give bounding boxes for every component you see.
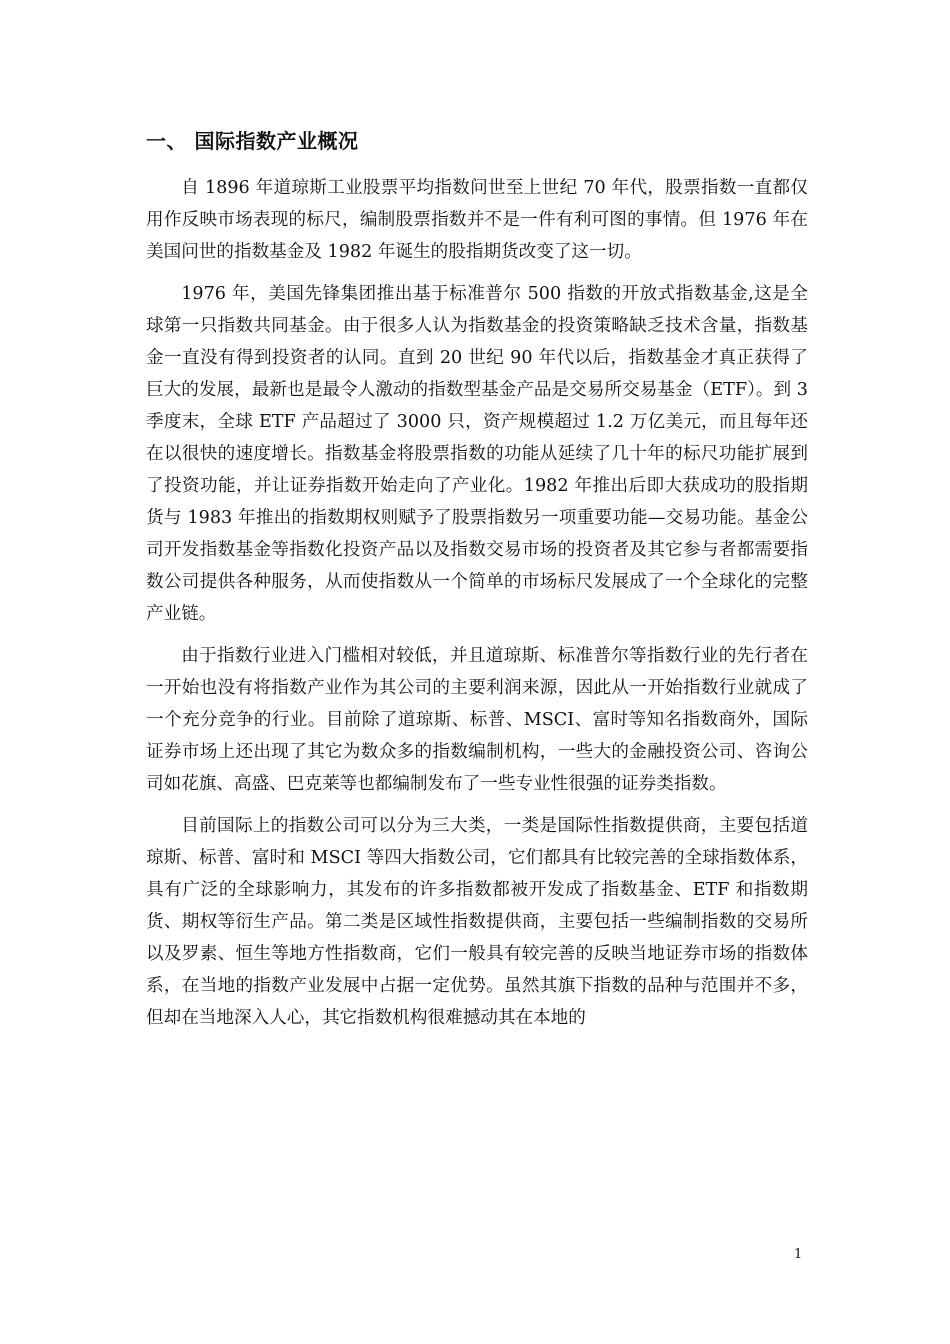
body-text (146, 150, 808, 1044)
section-heading: 一、 国际指数产业概况 (146, 129, 359, 153)
page-number: 1 (794, 1247, 803, 1262)
paragraph-1: 自 1896 年道琼斯工业股票平均指数问世至上世纪 70 年代，股票指数一直都仅用作反映市场表现的标尺，编制股票指数并不是一件有利可图的事情。但 1976 年在美国问世的指数基金及 1982 年诞生的股指期货改变了这一切。 (146, 178, 808, 262)
paragraph-2: 1976 年，美国先锋集团推出基于标准普尔 500 指数的开放式指数基金,这是全球第一只指数共同基金。由于很多人认为指数基金的投资策略缺乏技术含量，指数基金一直没有得到投资者的认同。直到 20 世纪 90 年代以后，指数基金才真正获得了巨大的发展，最新也是最令人激动的指数型基金产品是交易所交易基金（ETF）。到 3 季度末，全球 ETF 产品超过了 3000 只，资产规模超过 1.2 万亿美元，而且每年还在以很快的速度增长。指数基金将股票指数的功能从延续了几十年的标尺功能扩展到了投资功能，并让证券指数开始走向了产业化。1982 年推出后即大获成功的股指期货与 1983 年推出的指数期权则赋予了股票指数另一项重要功能—交易功能。基金公司开发指数基金等指数化投资产品以及指数交易市场的投资者及其它参与者都需要指数公司提供各种服务，从而使指数从一个简单的市场标尺发展成了一个全球化的完整产业链。 (146, 284, 808, 624)
paragraph-3: 由于指数行业进入门槛相对较低，并且道琼斯、标准普尔等指数行业的先行者在一开始也没有将指数产业作为其公司的主要利润来源，因此从一开始指数行业就成了一个充分竞争的行业。目前除了道琼斯、标普、MSCI、富时等知名指数商外，国际证券市场上还出现了其它为数众多的指数编制机构，一些大的金融投资公司、咨询公司如花旗、高盛、巴克莱等也都编制发布了一些专业性很强的证券类指数。 (146, 646, 808, 794)
paragraph-4: 目前国际上的指数公司可以分为三大类，一类是国际性指数提供商，主要包括道琼斯、标普、富时和 MSCI 等四大指数公司，它们都具有比较完善的全球指数体系，具有广泛的全球影响力，其发布的许多指数都被开发成了指数基金、ETF 和指数期货、期权等衍生产品。第二类是区域性指数提供商，主要包括一些编制指数的交易所以及罗素、恒生等地方性指数商，它们一般具有较完善的反映当地证券市场的指数体系，在当地的指数产业发展中占据一定优势。虽然其旗下指数的品种与范围并不多，但却在当地深入人心，其它指数机构很难撼动其在本地的 (146, 816, 808, 1028)
